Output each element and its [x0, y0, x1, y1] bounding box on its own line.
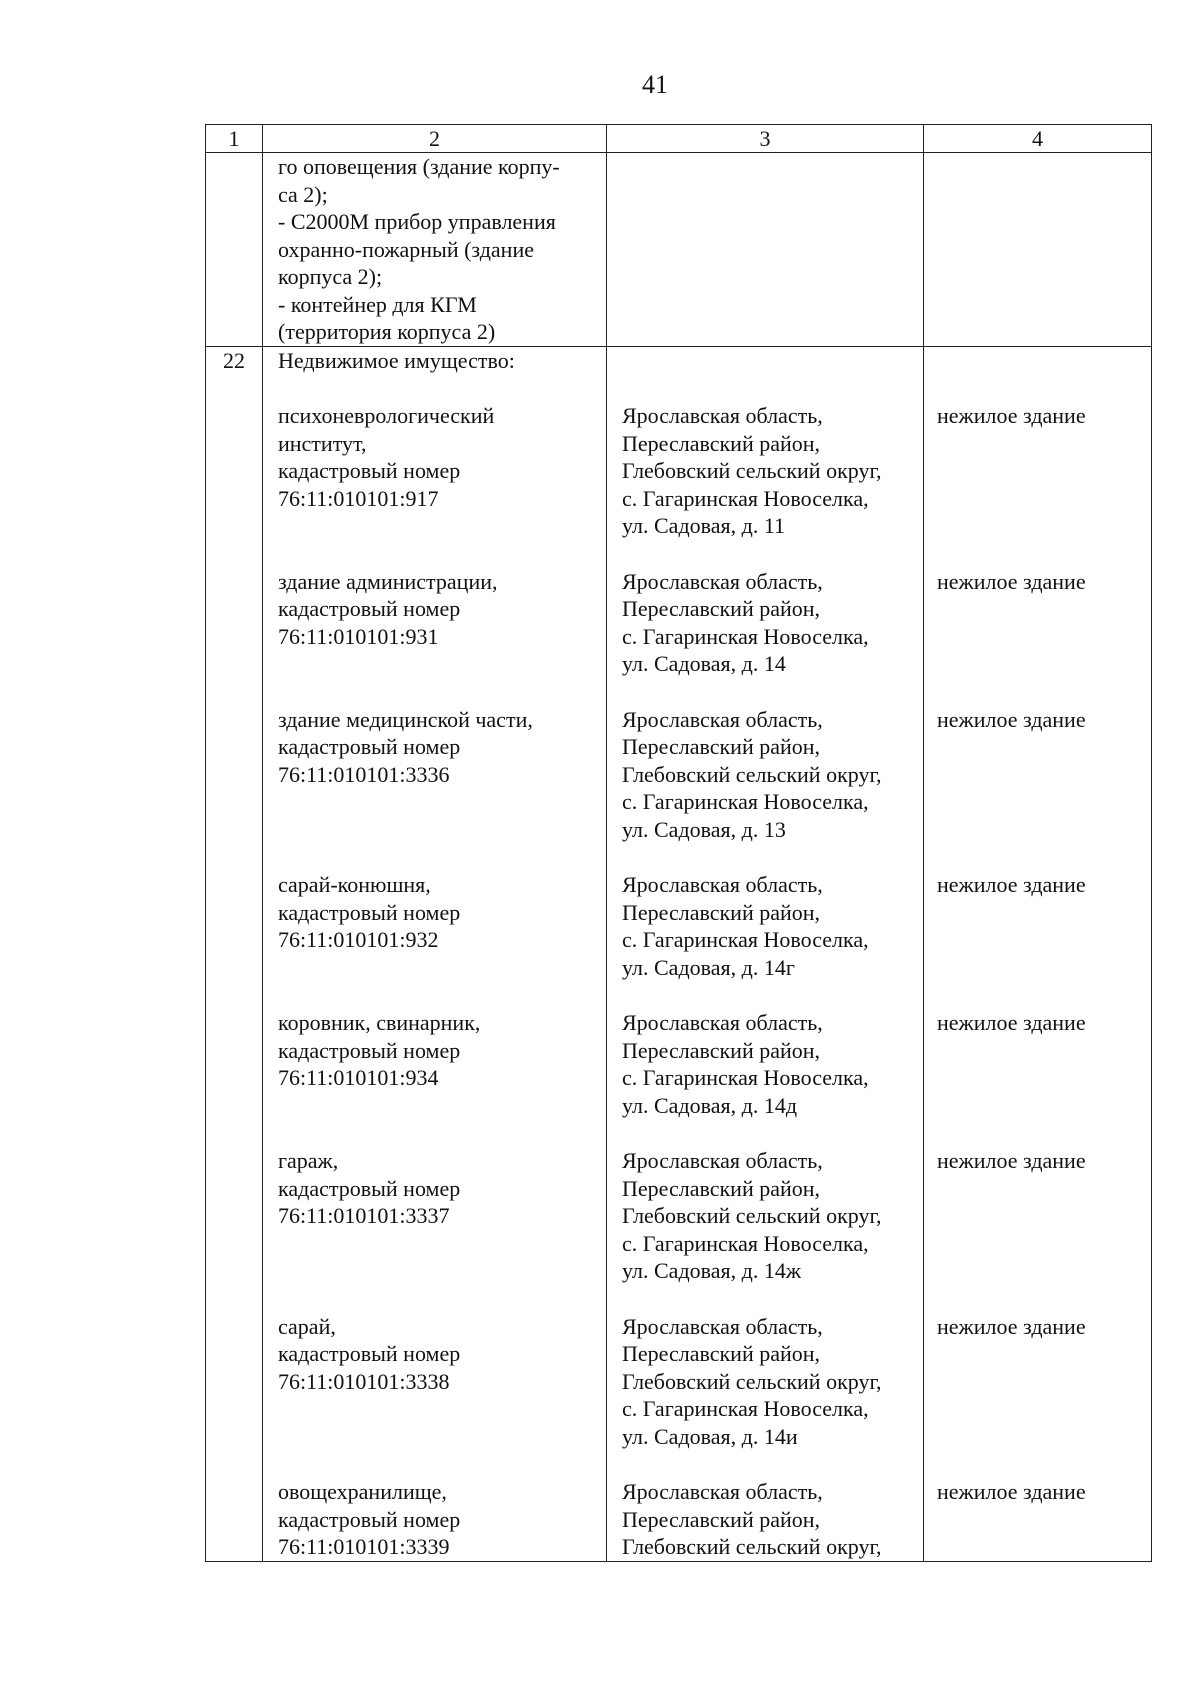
row-number-cell	[206, 1313, 263, 1479]
property-table	[205, 124, 1152, 1562]
continuation-type	[924, 153, 1152, 347]
property-address: Ярославская область, Переславский район, с. Гагаринская Новоселка, ул. Садовая, д. 14г	[607, 871, 924, 1009]
continuation-address	[607, 153, 924, 347]
table-row	[206, 1478, 1152, 1561]
property-description: коровник, свинарник, кадастровый номер 76:11:010101:934	[263, 1009, 607, 1147]
table-row	[206, 1313, 1152, 1479]
row-number-cell	[206, 871, 263, 1009]
column-header-3: 3	[607, 125, 924, 153]
property-type: нежилое здание	[924, 568, 1152, 706]
column-header-1: 1	[206, 125, 263, 153]
row-number-cell	[206, 374, 263, 568]
row-number-cell	[206, 568, 263, 706]
item-number: 22	[206, 346, 263, 374]
property-address: Ярославская область, Переславский район, Глебовский сельский округ,	[607, 1478, 924, 1561]
property-description: психоневрологический институт, кадастровый номер 76:11:010101:917	[263, 374, 607, 568]
property-type: нежилое здание	[924, 1313, 1152, 1479]
column-header-2: 2	[263, 125, 607, 153]
page-number: 41	[642, 70, 668, 99]
table-row	[206, 871, 1152, 1009]
table-row	[206, 1009, 1152, 1147]
property-address: Ярославская область, Переславский район, Глебовский сельский округ, с. Гагаринская Новоселка, ул. Садовая, д. 14и	[607, 1313, 924, 1479]
column-header-4: 4	[924, 125, 1152, 153]
table-header-row	[206, 125, 1152, 153]
item-heading-empty-3	[607, 346, 924, 374]
property-description: овощехранилище, кадастровый номер 76:11:010101:3339	[263, 1478, 607, 1561]
item-heading-empty-4	[924, 346, 1152, 374]
table-row	[206, 706, 1152, 872]
property-description: сарай-конюшня, кадастровый номер 76:11:010101:932	[263, 871, 607, 1009]
property-type: нежилое здание	[924, 1478, 1152, 1561]
item-heading-row	[206, 346, 1152, 374]
property-address: Ярославская область, Переславский район, с. Гагаринская Новоселка, ул. Садовая, д. 14	[607, 568, 924, 706]
property-type: нежилое здание	[924, 1009, 1152, 1147]
table-row	[206, 568, 1152, 706]
property-type: нежилое здание	[924, 374, 1152, 568]
row-number-cell	[206, 1147, 263, 1313]
property-type: нежилое здание	[924, 871, 1152, 1009]
continuation-row	[206, 153, 1152, 347]
property-type: нежилое здание	[924, 706, 1152, 872]
continuation-description: го оповещения (здание корпу- са 2); - С2000М прибор управления охранно-пожарный (здание корпуса 2); - контейнер для КГМ (территория корпуса 2)	[263, 153, 607, 347]
property-address: Ярославская область, Переславский район, Глебовский сельский округ, с. Гагаринская Новоселка, ул. Садовая, д. 11	[607, 374, 924, 568]
row-number-cell	[206, 1009, 263, 1147]
item-heading: Недвижимое имущество:	[263, 346, 607, 374]
continuation-number	[206, 153, 263, 347]
table-row	[206, 1147, 1152, 1313]
property-address: Ярославская область, Переславский район, Глебовский сельский округ, с. Гагаринская Новоселка, ул. Садовая, д. 14ж	[607, 1147, 924, 1313]
property-description: гараж, кадастровый номер 76:11:010101:3337	[263, 1147, 607, 1313]
property-address: Ярославская область, Переславский район, Глебовский сельский округ, с. Гагаринская Новоселка, ул. Садовая, д. 13	[607, 706, 924, 872]
row-number-cell	[206, 1478, 263, 1561]
property-description: сарай, кадастровый номер 76:11:010101:3338	[263, 1313, 607, 1479]
property-type: нежилое здание	[924, 1147, 1152, 1313]
property-address: Ярославская область, Переславский район, с. Гагаринская Новоселка, ул. Садовая, д. 14д	[607, 1009, 924, 1147]
row-number-cell	[206, 706, 263, 872]
property-description: здание медицинской части, кадастровый номер 76:11:010101:3336	[263, 706, 607, 872]
property-description: здание администрации, кадастровый номер 76:11:010101:931	[263, 568, 607, 706]
table-row	[206, 374, 1152, 568]
